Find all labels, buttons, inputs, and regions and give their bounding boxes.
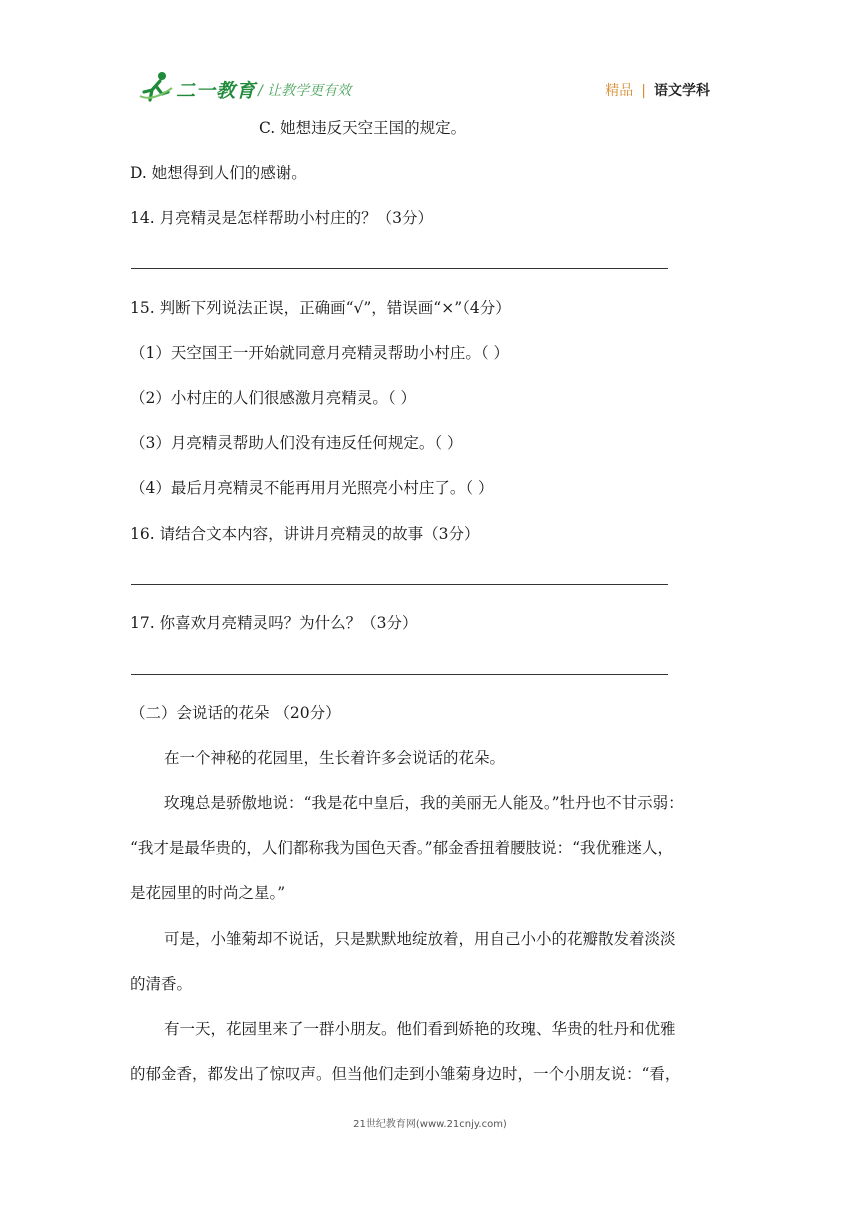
brand-name: 二一教育 [176, 80, 257, 102]
running-figure-logo-icon [138, 70, 174, 104]
header-subject [605, 80, 710, 100]
statement-2: （2）小村庄的人们很感激月亮精灵。（ ） [130, 389, 417, 407]
passage-paragraph-1: 在一个神秘的花园里，生长着许多会说话的花朵。 [164, 749, 506, 767]
header-separator: | [641, 83, 646, 99]
passage-line: 可是，小雏菊却不说话，只是默默地绽放着，用自己小小的花瓣散发着淡淡 [164, 930, 676, 948]
answer-line-17 [131, 674, 668, 675]
passage-line: 的清香。 [130, 975, 193, 993]
answer-line-14 [131, 268, 668, 269]
question-14: 14. 月亮精灵是怎样帮助小村庄的？（3分） [130, 209, 433, 227]
page-footer: 21世纪教育网(www.21cnjy.com) [353, 1119, 507, 1130]
option-c: C. 她想违反天空王国的规定。 [259, 119, 467, 137]
passage-line: 有一天，花园里来了一群小朋友。他们看到娇艳的玫瑰、华贵的牡丹和优雅 [164, 1020, 676, 1038]
question-16: 16. 请结合文本内容，讲讲月亮精灵的故事（3分） [130, 525, 480, 543]
passage-line: 是花园里的时尚之星。” [130, 884, 286, 902]
statement-3: （3）月亮精灵帮助人们没有违反任何规定。（ ） [130, 434, 463, 452]
subject-label: 语文学科 [654, 83, 710, 99]
passage-line: 玫瑰总是骄傲地说：“我是花中皇后，我的美丽无人能及。”牡丹也不甘示弱： [164, 794, 684, 812]
answer-line-16 [131, 584, 668, 585]
page-header [0, 64, 860, 108]
section-title: （二）会说话的花朵 （20分） [130, 704, 341, 722]
statement-4: （4）最后月亮精灵不能再用月光照亮小村庄了。（ ） [130, 479, 494, 497]
question-15: 15. 判断下列说法正误，正确画“√”，错误画“×”（4分） [130, 299, 511, 317]
brand-slogan: / 让教学更有效 [258, 83, 352, 99]
statement-1: （1）天空国王一开始就同意月亮精灵帮助小村庄。（ ） [130, 344, 510, 362]
passage-line: “我才是最华贵的，人们都称我为国色天香。”郁金香扭着腰肢说：“我优雅迷人， [130, 839, 674, 857]
quality-label: 精品 [605, 83, 634, 99]
option-d: D. 她想得到人们的感谢。 [130, 164, 307, 182]
question-17: 17. 你喜欢月亮精灵吗？为什么？（3分） [130, 614, 418, 632]
passage-line: 的郁金香，都发出了惊叹声。但当他们走到小雏菊身边时，一个小朋友说：“看， [130, 1065, 681, 1083]
